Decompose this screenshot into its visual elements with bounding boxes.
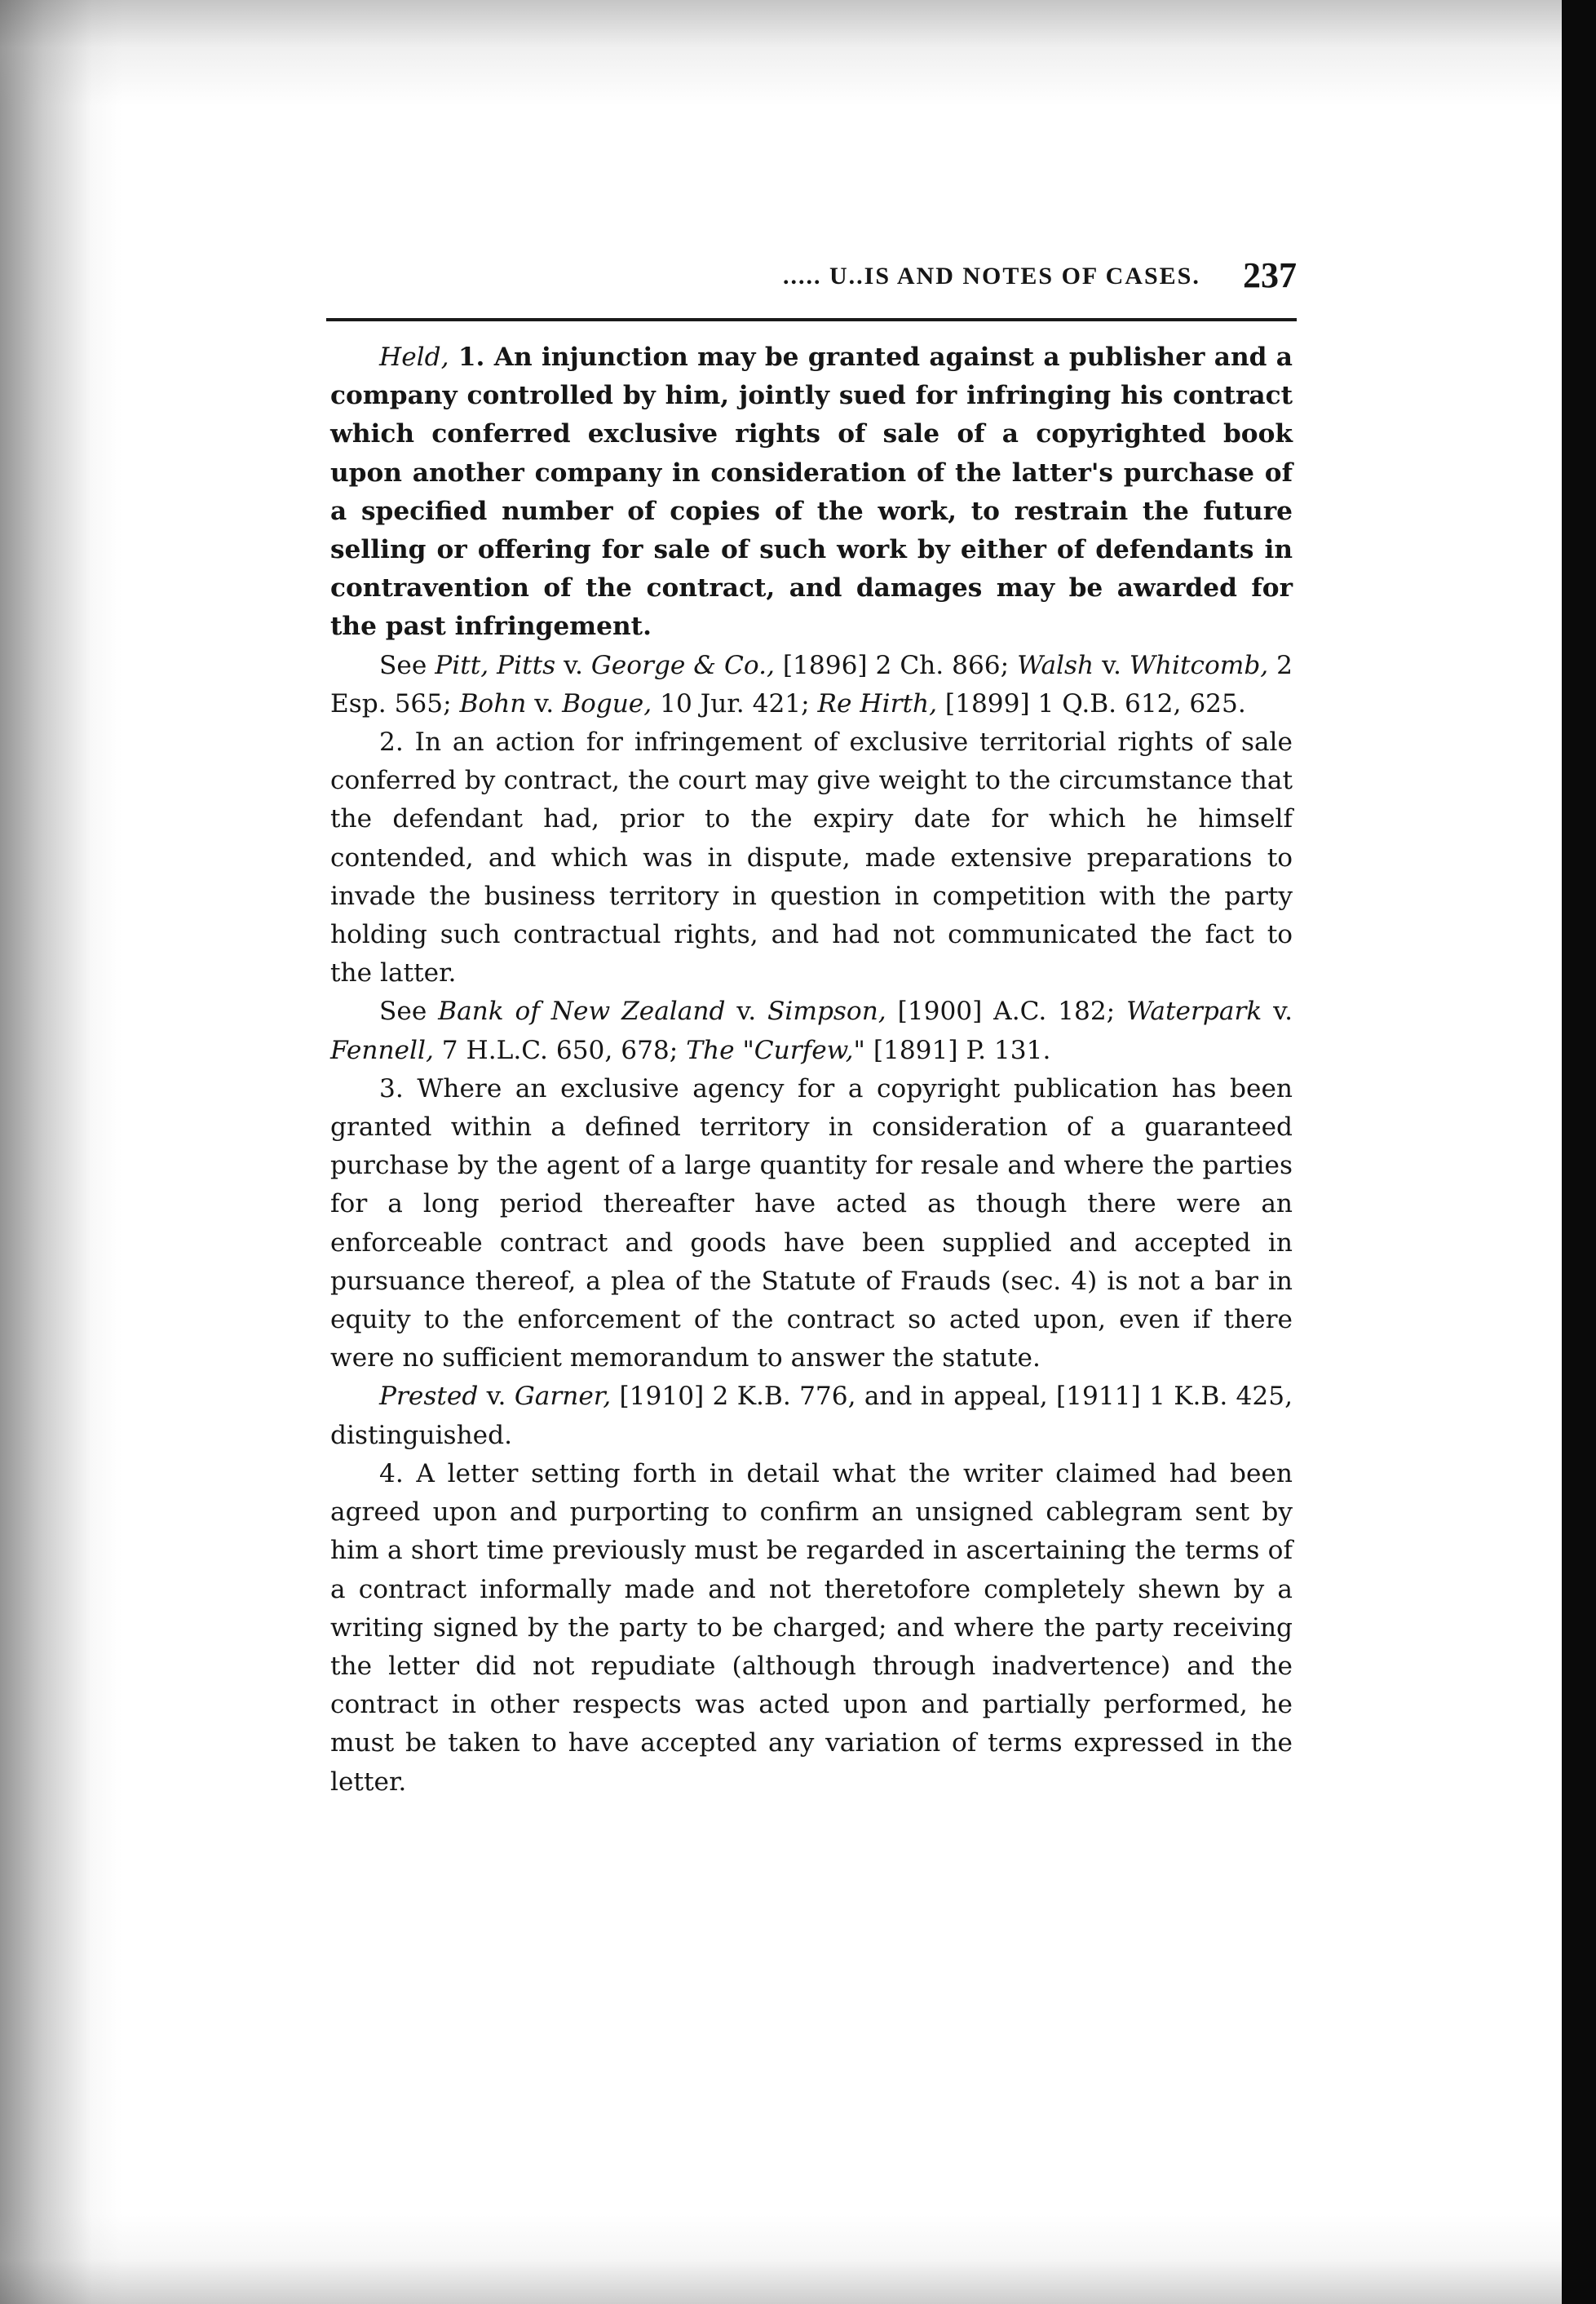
scan-right-edge [1562,0,1596,2304]
citation-text: [1891] P. 131. [864,1035,1051,1065]
case-name: Prested [379,1382,479,1412]
case-name: Whitcomb, [1129,650,1269,680]
header-rule [326,318,1297,321]
case-name: Simpson, [767,997,886,1027]
case-name: Re Hirth, [817,688,938,719]
case-name: Pitt, Pitts [435,650,556,680]
citation-1 [330,647,1293,723]
citation-text: 7 H.L.C. 650, 678; [433,1035,687,1065]
case-name: Garner, [514,1382,612,1412]
page-number: 237 [1243,255,1297,295]
running-head [326,254,1297,302]
citation-text: v. [1094,650,1130,680]
citation-text: v. [1262,997,1293,1027]
citation-text: 10 Jur. 421; [652,688,818,719]
citation-text: See [379,650,435,680]
scan-top-shadow [0,0,1596,106]
citation-text: v. [725,997,768,1027]
running-head-title: ..... U..IS AND NOTES OF CASES. [783,263,1200,290]
citation-text: v. [478,1382,515,1412]
citation-text: 2 Esp. 565; [330,650,1293,719]
case-name: Walsh [1017,650,1094,680]
citation-text: v. [526,688,563,719]
citation-text: [1896] 2 Ch. 866; [774,650,1018,680]
citation-text: [1900] A.C. 182; [886,997,1127,1027]
paragraph-text: 1. An injunction may be granted against a publisher and a company controlled by him, jointly sued for infringing his contract which conferred exclusive rights of sale of a copyrighted book upon another company in consideration of the latter's purchase of a specified number of copies of the work, to restrain the future selling or offering for sale of such work by either of defendants in contravention of the contract, and damages may be awarded for the past infringement. [330,343,1293,642]
held-label: Held, [379,343,449,372]
citation-text: See [379,997,439,1027]
paragraph-4: 4. A letter setting forth in detail what the writer claimed had been agreed upon and purporting to confirm an unsigned cablegram sent by him a short time previously must be regarded in ascertaining the terms of a contract informally made and not theretofore completely shewn by a writing signed by the party to be charged; and where the party receiving the letter did not repudiate (although through inadvertence) and the contract in other respects was acted upon and partially performed, he must be taken to have accepted any variation of terms expressed in the letter. [330,1458,1293,1797]
scan-left-shadow [0,0,122,2304]
citation-text: v. [555,650,591,680]
citation-2 [330,993,1293,1069]
citation-3 [330,1378,1293,1454]
citation-text: [1910] 2 K.B. 776, and in appeal, [1911] 1 K.B. 425, distinguished. [330,1382,1293,1450]
paragraph-2: 2. In an action for infringement of exclusive territorial rights of sale conferred by contract, the court may give weight to the circumstance that the defendant had, prior to the expiry date for which he himself contended, and which was in dispute, made extensive preparations to invade the business territory in question in competition with the party holding such contractual rights, and had not communicated the fact to the latter. [330,727,1293,988]
case-name: Bogue, [562,688,652,719]
paragraph-held-1 [330,338,1293,647]
case-name: Fennell, [330,1035,434,1065]
case-name: Bohn [459,688,527,719]
citation-text: [1899] 1 Q.B. 612, 625. [937,688,1246,719]
case-name: Waterpark [1126,997,1262,1027]
scan-bottom-shadow [0,2214,1596,2304]
case-name: Bank of New Zealand [438,997,726,1027]
case-name: George & Co., [590,650,775,680]
case-name: The "Curfew," [686,1035,865,1065]
paragraph-3: 3. Where an exclusive agency for a copyright publication has been granted within a defined territory in consideration of a guaranteed purchase by the agent of a large quantity for resale and where the parties for a long period thereafter have acted as though there were an enforceable contract and goods have been supplied and accepted in pursuance thereof, a plea of the Statute of Frauds (sec. 4) is not a bar in equity to the enforcement of the contract so acted upon, even if there were no sufficient memorandum to answer the statute. [330,1073,1293,1373]
page-body [330,338,1293,1802]
